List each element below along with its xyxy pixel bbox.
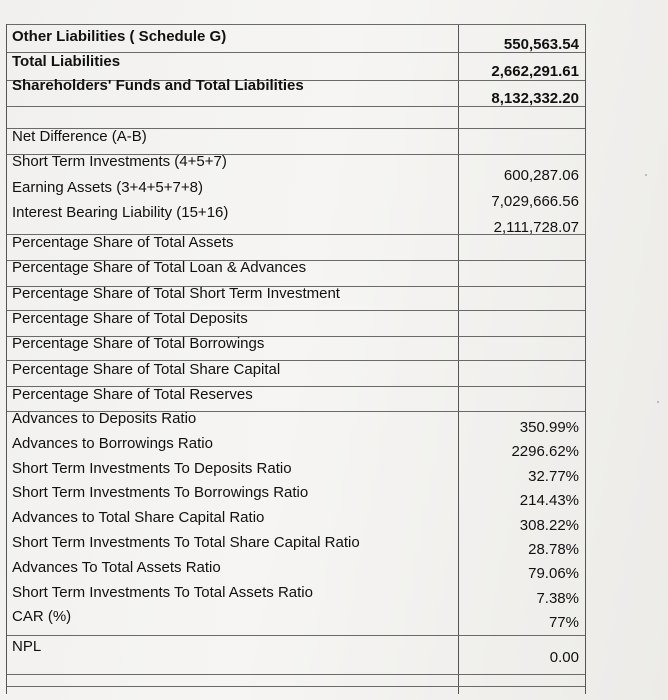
row-value: 308.22% bbox=[519, 516, 579, 534]
row-label: Net Difference (A-B) bbox=[12, 128, 147, 145]
row-value: 77% bbox=[548, 614, 579, 632]
row-label: NPL bbox=[12, 638, 42, 655]
row-label: Other Liabilities ( Schedule G) bbox=[12, 28, 227, 45]
row-value: 79.06% bbox=[528, 565, 579, 583]
row-label: Advances to Total Share Capital Ratio bbox=[12, 509, 265, 527]
row-value: 0.00 bbox=[549, 649, 579, 666]
row-value: 28.78% bbox=[528, 541, 579, 558]
paper-speck bbox=[645, 174, 647, 176]
row-label: Percentage Share of Total Share Capital bbox=[12, 360, 281, 378]
row-label: Advances To Total Assets Ratio bbox=[12, 558, 221, 576]
row-label: CAR (%) bbox=[12, 608, 72, 626]
row-value: 2,111,728.07 bbox=[493, 219, 579, 236]
row-value: 550,563.54 bbox=[503, 36, 579, 53]
row-value: 600,287.06 bbox=[503, 167, 579, 184]
row-label: Percentage Share of Total Short Term Investment bbox=[12, 284, 340, 302]
column-divider bbox=[458, 24, 459, 694]
row-label: Percentage Share of Total Deposits bbox=[12, 309, 248, 327]
row-label: Short Term Investments To Borrowings Ratio bbox=[12, 484, 309, 502]
row-label: Interest Bearing Liability (15+16) bbox=[12, 204, 229, 222]
row-label: Advances to Deposits Ratio bbox=[12, 410, 197, 427]
row-value: 7,029,666.56 bbox=[491, 193, 579, 210]
paper-marks bbox=[588, 0, 668, 700]
row-value: 2,662,291.61 bbox=[491, 63, 579, 80]
table-rule bbox=[7, 24, 585, 25]
row-value: 2296.62% bbox=[511, 443, 579, 461]
paper-speck bbox=[657, 401, 659, 403]
row-label: Short Term Investments To Deposits Ratio bbox=[12, 459, 292, 477]
row-label: Total Liabilities bbox=[12, 52, 121, 70]
row-value: 214.43% bbox=[519, 492, 579, 510]
table-rule bbox=[7, 635, 585, 636]
row-value: 8,132,332.20 bbox=[491, 90, 579, 107]
row-label: Percentage Share of Total Borrowings bbox=[12, 335, 265, 353]
financial-table bbox=[6, 24, 586, 694]
row-value: 7.38% bbox=[536, 589, 579, 607]
row-value: 350.99% bbox=[519, 419, 579, 436]
row-label: Shareholders' Funds and Total Liabilities bbox=[12, 77, 304, 94]
table-rule bbox=[7, 686, 585, 687]
row-label: Earning Assets (3+4+5+7+8) bbox=[12, 178, 203, 196]
row-label: Short Term Investments (4+5+7) bbox=[12, 153, 227, 171]
table-rule bbox=[7, 674, 585, 675]
row-label: Percentage Share of Total Loan & Advances bbox=[12, 259, 307, 277]
row-label: Short Term Investments To Total Assets Ratio bbox=[12, 583, 313, 601]
row-value: 32.77% bbox=[528, 467, 579, 485]
row-label: Percentage Share of Total Reserves bbox=[12, 385, 253, 403]
row-label: Advances to Borrowings Ratio bbox=[12, 434, 213, 452]
row-label: Short Term Investments To Total Share Capital Ratio bbox=[12, 534, 360, 551]
row-label: Percentage Share of Total Assets bbox=[12, 234, 234, 251]
